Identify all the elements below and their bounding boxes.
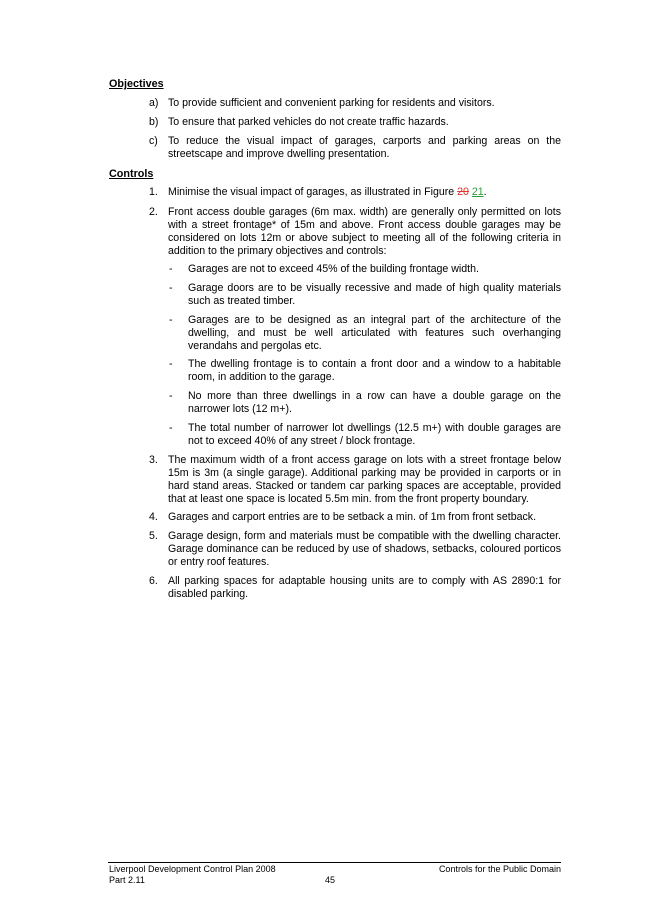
control-text: Front access double garages (6m max. width) are generally only permitted on lots with a street frontage* of 15m and above. Front access double garages may be considered on lots 12m or above subject to meeting all of the following criteria in addition to the primary objectives and controls: xyxy=(168,206,561,257)
list-marker: 1. xyxy=(149,186,158,198)
criteria-text: No more than three dwellings in a row can have a double garage on the narrower lots (12 m+). xyxy=(188,390,561,415)
objective-item xyxy=(149,116,561,129)
control-text: All parking spaces for adaptable housing units are to comply with AS 2890:1 for disabled parking. xyxy=(168,575,561,600)
control-text: Garages and carport entries are to be setback a min. of 1m from front setback. xyxy=(168,511,537,523)
list-marker: b) xyxy=(149,116,159,128)
objective-item xyxy=(149,97,561,110)
objective-text: To ensure that parked vehicles do not create traffic hazards. xyxy=(168,116,449,128)
controls-heading: Controls xyxy=(109,168,154,180)
list-marker: 6. xyxy=(149,575,158,587)
dash-marker: - xyxy=(169,263,173,275)
dash-marker: - xyxy=(169,358,173,370)
control-item xyxy=(149,530,561,569)
criteria-text: Garage doors are to be visually recessive and made of high quality materials such as treated timber. xyxy=(188,282,561,307)
criteria-item xyxy=(169,263,561,276)
criteria-item xyxy=(169,358,561,384)
footer-part: Part 2.11 xyxy=(109,875,145,885)
criteria-item xyxy=(169,422,561,448)
control-text-part: . xyxy=(483,186,487,198)
list-marker: 2. xyxy=(149,206,158,218)
criteria-item xyxy=(169,390,561,416)
criteria-text: The dwelling frontage is to contain a front door and a window to a habitable room, in addition to the garage. xyxy=(188,358,561,383)
list-marker: 3. xyxy=(149,454,158,466)
control-item xyxy=(149,186,561,199)
criteria-item xyxy=(169,282,561,308)
control-item xyxy=(149,454,561,506)
criteria-text: The total number of narrower lot dwellings (12.5 m+) with double garages are not to exceed 40% of any street / block frontage. xyxy=(188,422,561,447)
objective-text: To reduce the visual impact of garages, carports and parking areas on the streetscape and improve dwelling presentation. xyxy=(168,135,561,160)
control-text-part: Minimise the visual impact of garages, as illustrated in Figure xyxy=(168,186,458,198)
deleted-figure-number: 20 xyxy=(457,186,469,198)
control-item xyxy=(149,511,561,524)
control-text xyxy=(168,186,561,199)
footer-document-title: Liverpool Development Control Plan 2008 xyxy=(109,864,276,874)
list-marker: a) xyxy=(149,97,159,109)
dash-marker: - xyxy=(169,314,173,326)
dash-marker: - xyxy=(169,390,173,402)
control-text: Garage design, form and materials must be compatible with the dwelling character. Garage dominance can be reduced by use of shadows, setbacks, coloured porticos or entry roof features. xyxy=(168,530,561,568)
list-marker: 5. xyxy=(149,530,158,542)
page-number: 45 xyxy=(325,875,336,885)
objective-item xyxy=(149,135,561,161)
objectives-heading: Objectives xyxy=(109,78,164,90)
footer-section-title: Controls for the Public Domain xyxy=(438,864,561,874)
inserted-figure-number: 21 xyxy=(471,186,484,198)
control-item xyxy=(149,575,561,601)
objective-text: To provide sufficient and convenient parking for residents and visitors. xyxy=(168,97,495,109)
control-item xyxy=(149,206,561,258)
dash-marker: - xyxy=(169,422,173,434)
criteria-text: Garages are to be designed as an integral part of the architecture of the dwelling, and must be well articulated with features such overhanging verandahs and pergolas etc. xyxy=(188,314,561,352)
dash-marker: - xyxy=(169,282,173,294)
footer-divider xyxy=(108,862,561,863)
criteria-text: Garages are not to exceed 45% of the building frontage width. xyxy=(188,263,479,275)
control-text: The maximum width of a front access garage on lots with a street frontage below 15m is 3m (a single garage). Additional parking may be provided in carports or in hard stand areas. Stacked or tandem car parking spaces are acceptable, provided that at least one space is located 5.5m min. from the front property boundary. xyxy=(168,454,561,505)
list-marker: c) xyxy=(149,135,158,147)
criteria-item xyxy=(169,314,561,353)
list-marker: 4. xyxy=(149,511,158,523)
